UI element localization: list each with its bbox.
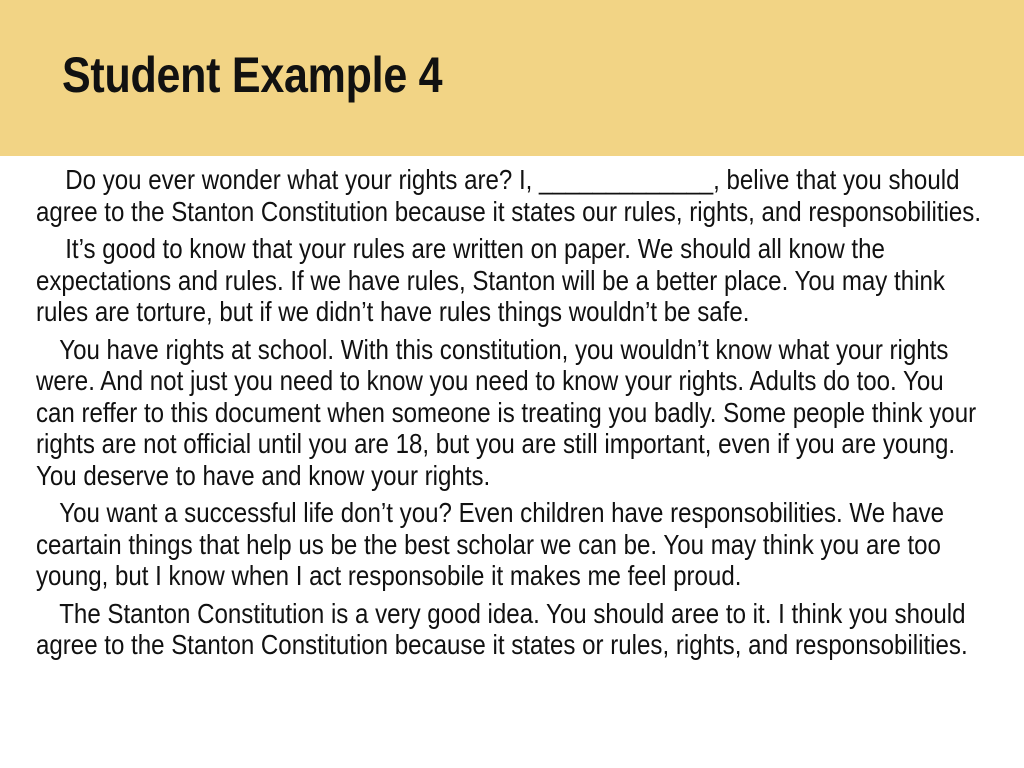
essay-paragraph-1: Do you ever wonder what your rights are? I, _____________, belive that you should agree to the Stanton Constitution because it states our rules, rights, and responsobilities. bbox=[36, 164, 982, 227]
title-band bbox=[0, 0, 1024, 156]
essay-paragraph-5: The Stanton Constitution is a very good idea. You should aree to it. I think you should agree to the Stanton Constitution because it states or rules, rights, and responsobilities. bbox=[36, 597, 968, 660]
essay-body bbox=[36, 164, 987, 667]
essay-paragraph-4: You want a successful life don’t you? Even children have responsobilities. We have ceartain things that help us be the best scholar we can be. You may think you are too young, but I know when I act responsobile it makes me feel proud. bbox=[36, 497, 945, 591]
slide-title: Student Example 4 bbox=[62, 47, 443, 103]
essay-paragraph-3: You have rights at school. With this constitution, you wouldn’t know what your rights were. And not just you need to know you need to know your rights. Adults do too. You can reffer to this document when someone is treating you badly. Some people think your rights are not official until you are 18, but you are still important, even if you are young. You deserve to have and know your rights. bbox=[36, 333, 977, 491]
essay-paragraph-2: It’s good to know that your rules are written on paper. We should all know the expectations and rules. If we have rules, Stanton will be a better place. You may think rules are torture, but if we didn’t have rules things wouldn’t be safe. bbox=[36, 233, 945, 327]
